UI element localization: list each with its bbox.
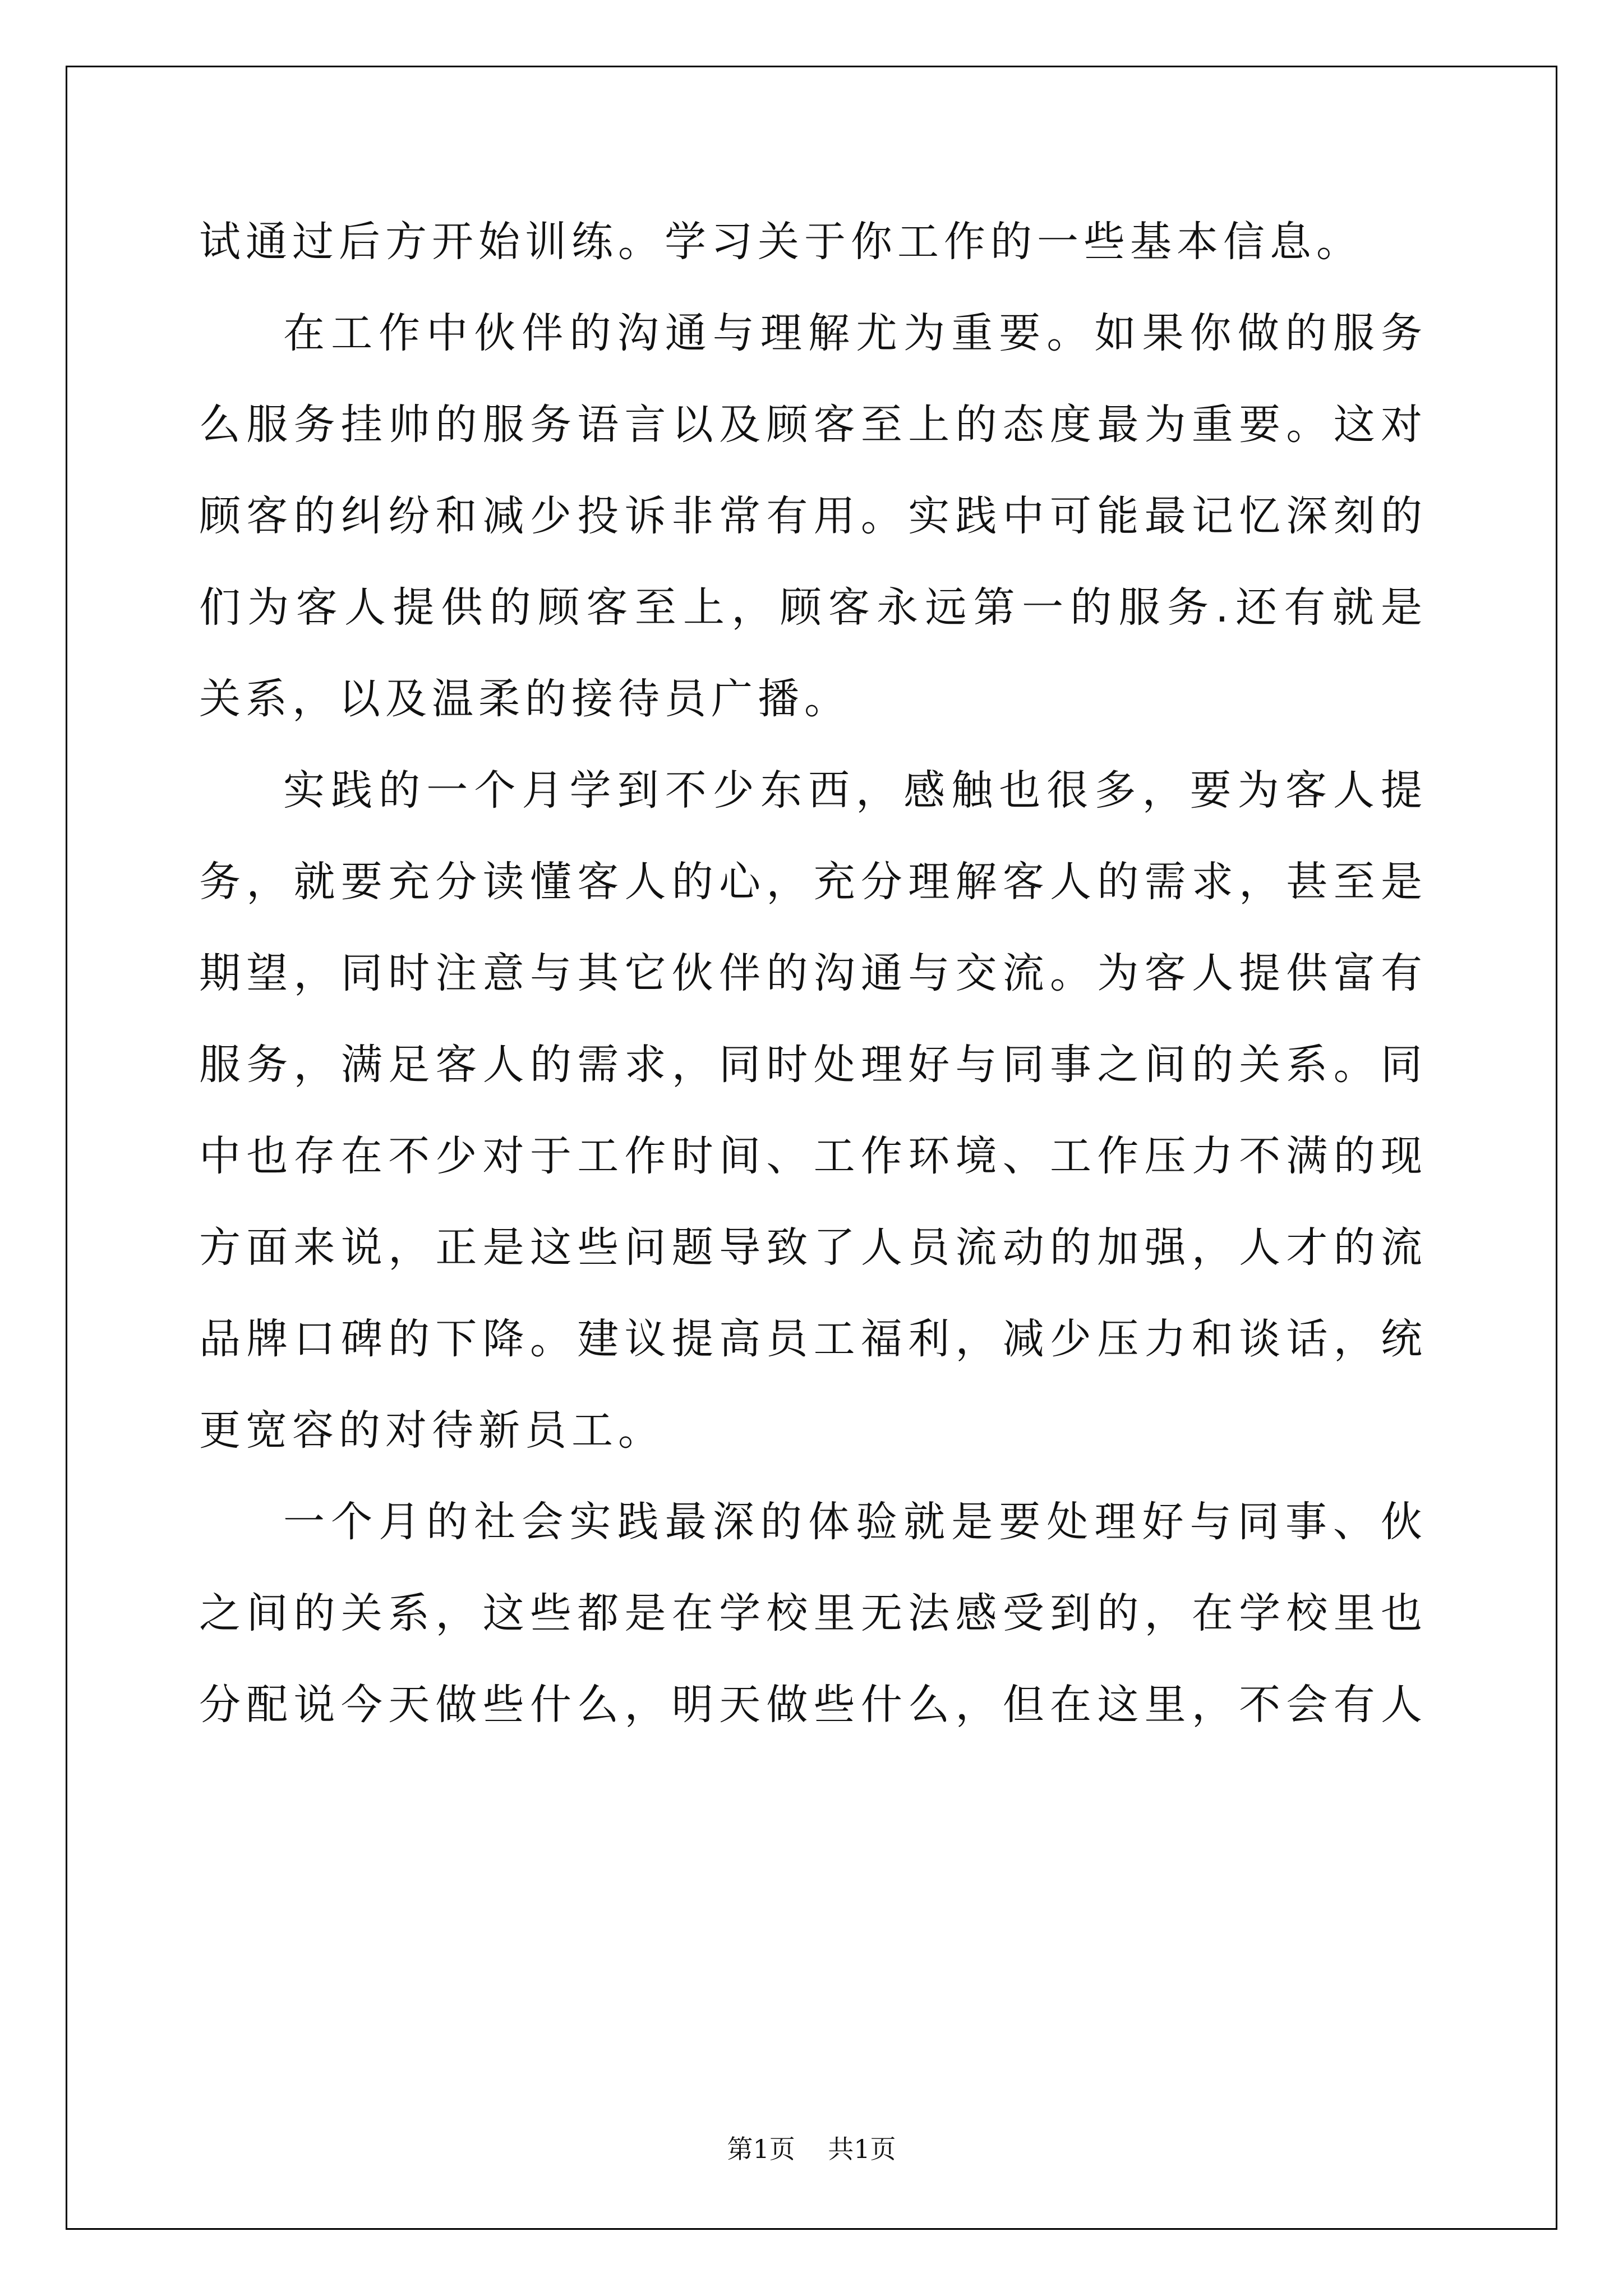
text-line: 期望，同时注意与其它伙伴的沟通与交流。为客人提供富有 <box>199 949 1427 997</box>
text-line: 中也存在不少对于工作时间、工作环境、工作压力不满的现 <box>199 1132 1427 1180</box>
text-line: 试通过后方开始训练。学习关于你工作的一些基本信息。 <box>199 218 1363 266</box>
text-line: 关系，以及温柔的接待员广播。 <box>199 675 851 723</box>
text-line: 方面来说，正是这些问题导致了人员流动的加强，人才的流 <box>199 1223 1427 1272</box>
document-body <box>199 196 1427 1751</box>
text-line: 在工作中伙伴的沟通与理解尤为重要。如果你做的服务 <box>283 309 1427 357</box>
text-line: 实践的一个月学到不少东西，感触也很多，要为客人提 <box>283 766 1427 815</box>
text-line: 之间的关系，这些都是在学校里无法感受到的，在学校里也 <box>199 1589 1427 1637</box>
text-line: 更宽容的对待新员工。 <box>199 1406 665 1455</box>
text-line: 一个月的社会实践最深的体验就是要处理好与同事、伙 <box>283 1498 1427 1546</box>
text-line: 分配说今天做些什么，明天做些什么，但在这里，不会有人 <box>199 1681 1427 1729</box>
text-line: 么服务挂帅的服务语言以及顾客至上的态度最为重要。这对 <box>199 401 1427 449</box>
text-line: 品牌口碑的下降。建议提高员工福利，减少压力和谈话，统 <box>199 1315 1427 1363</box>
page-number-footer: 第1页 共1页 <box>727 2134 896 2164</box>
text-line: 服务，满足客人的需求，同时处理好与同事之间的关系。同 <box>199 1041 1427 1089</box>
text-line: 务，就要充分读懂客人的心，充分理解客人的需求，甚至是 <box>199 858 1427 906</box>
text-line: 们为客人提供的顾客至上，顾客永远第一的服务.还有就是 <box>199 583 1427 632</box>
text-line: 顾客的纠纷和减少投诉非常有用。实践中可能最记忆深刻的 <box>199 492 1427 540</box>
